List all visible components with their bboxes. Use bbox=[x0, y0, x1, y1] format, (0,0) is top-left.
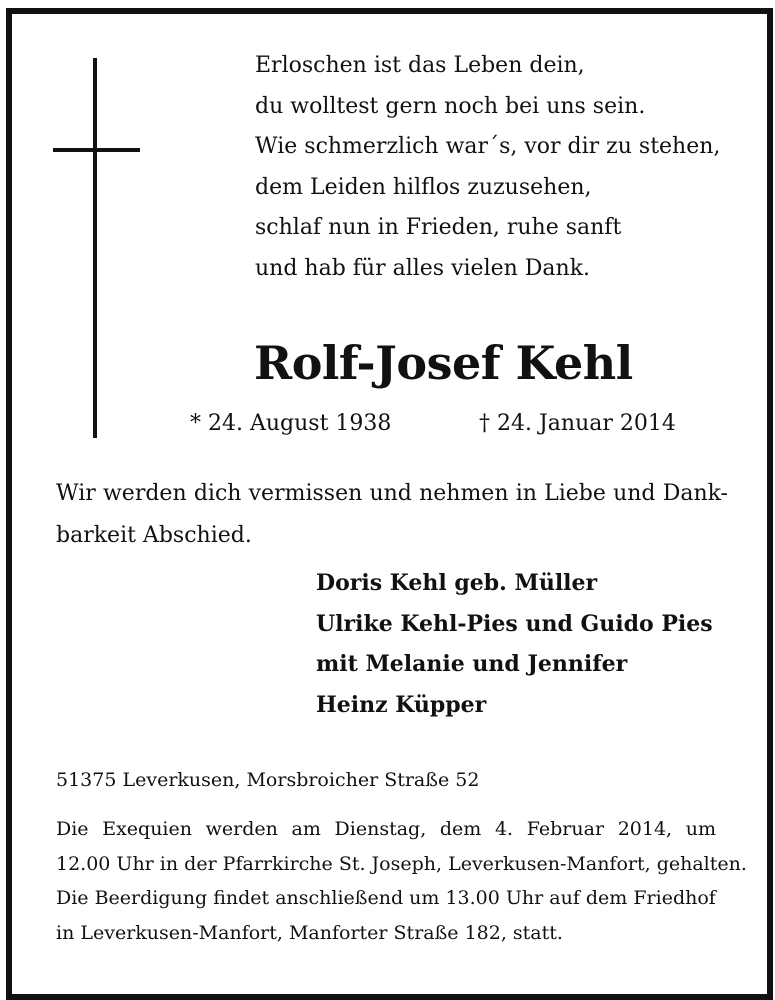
poem-line: und hab für alles vielen Dank. bbox=[255, 255, 591, 281]
deceased-name: Rolf-Josef Kehl bbox=[254, 336, 633, 390]
mourner-name: Heinz Küpper bbox=[316, 691, 487, 718]
poem bbox=[255, 46, 735, 289]
poem-line: Erloschen ist das Leben dein, bbox=[255, 53, 585, 78]
service-line: 12.00 Uhr in der Pfarrkirche St. Joseph, Leverkusen-Manfort, gehalten. bbox=[56, 852, 747, 875]
cross-icon bbox=[93, 58, 97, 438]
family-address: 51375 Leverkusen, Morsbroicher Straße 52 bbox=[56, 769, 480, 791]
poem-line: schlaf nun in Frieden, ruhe sanft bbox=[255, 215, 622, 240]
cross-icon-beam bbox=[53, 148, 140, 152]
poem-line: Wie schmerzlich war´s, vor dir zu stehen, bbox=[255, 134, 721, 159]
farewell-message: Wir werden dich vermissen und nehmen in Liebe und Dank- barkeit Abschied. bbox=[56, 481, 728, 548]
birth-date: * 24. August 1938 bbox=[190, 411, 392, 436]
poem-line: dem Leiden hilflos zuzusehen, bbox=[255, 174, 592, 200]
service-line: Die Exequien werden am Dienstag, dem 4. Februar 2014, um bbox=[56, 818, 716, 840]
mourner-name: Doris Kehl geb. Müller bbox=[316, 570, 598, 596]
mourner-name: Ulrike Kehl-Pies und Guido Pies bbox=[316, 610, 713, 637]
service-line: Die Beerdigung findet anschließend um 13.00 Uhr auf dem Friedhof bbox=[56, 887, 716, 909]
poem-line: du wolltest gern noch bei uns sein. bbox=[255, 93, 646, 119]
death-date: † 24. Januar 2014 bbox=[479, 411, 676, 436]
service-line: in Leverkusen-Manfort, Manforter Straße 182, statt. bbox=[56, 921, 563, 944]
mourners-list bbox=[316, 563, 713, 725]
mourner-name: mit Melanie und Jennifer bbox=[316, 651, 628, 677]
service-details bbox=[56, 812, 747, 950]
